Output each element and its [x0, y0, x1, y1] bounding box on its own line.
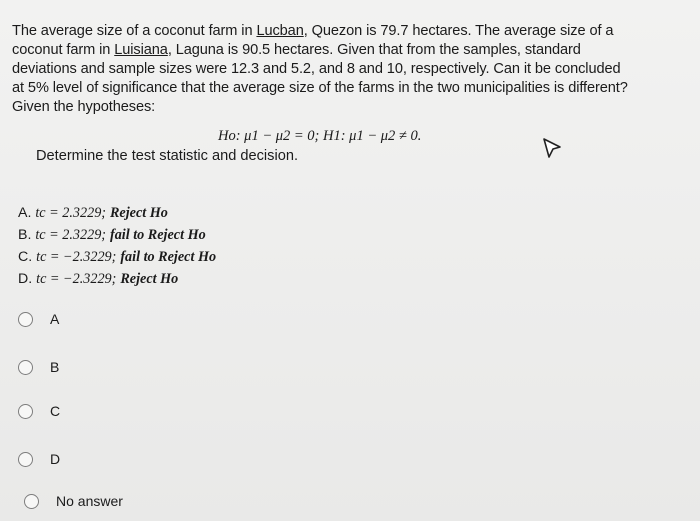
radio-option-no-answer[interactable] — [24, 493, 123, 509]
choice-letter: C. — [18, 249, 33, 265]
radio-button-no-answer[interactable] — [24, 494, 39, 509]
choice-a — [18, 202, 216, 224]
choice-decision: Reject Ho — [120, 271, 179, 287]
question-text — [12, 22, 692, 117]
question-line — [12, 41, 692, 60]
choice-decision: fail to Reject Ho — [120, 249, 217, 265]
instruction-text: Determine the test statistic and decision. — [36, 148, 299, 164]
question-line — [12, 22, 692, 41]
radio-label-no-answer[interactable]: No answer — [56, 493, 123, 509]
choice-statistic: tc = −2.3229; — [36, 271, 117, 287]
choice-letter: D. — [18, 271, 33, 287]
radio-option-b[interactable] — [18, 359, 59, 375]
radio-button-d[interactable] — [18, 452, 33, 467]
choice-c — [18, 246, 216, 268]
choice-list — [18, 202, 216, 290]
question-line: Given the hypotheses: — [12, 99, 156, 115]
choice-statistic: tc = 2.3229; — [35, 227, 107, 243]
pointer-arrow-icon — [541, 137, 563, 161]
question-line: at 5% level of significance that the average size of the farms in the two municipalities is different? — [12, 80, 628, 96]
choice-statistic: tc = 2.3229; — [35, 205, 107, 221]
choice-statistic: tc = −2.3229; — [36, 249, 117, 265]
choice-letter: A. — [18, 205, 32, 221]
question-text-segment: The average size of a coconut farm in — [12, 23, 257, 39]
question-line: deviations and sample sizes were 12.3 and 5.2, and 8 and 10, respectively. Can it be concluded — [12, 61, 621, 77]
choice-letter: B. — [18, 227, 32, 243]
choice-b — [18, 224, 216, 246]
radio-label-a[interactable]: A — [50, 311, 60, 327]
question-text-segment: , Laguna is 90.5 hectares. Given that from the samples, standard — [167, 42, 581, 58]
radio-button-c[interactable] — [18, 404, 33, 419]
radio-label-d[interactable]: D — [50, 451, 61, 467]
lucban-underlined: Lucban — [256, 23, 304, 39]
choice-decision: fail to Reject Ho — [109, 227, 206, 243]
radio-label-b[interactable]: B — [50, 359, 60, 375]
radio-option-a[interactable] — [18, 311, 59, 327]
radio-option-d[interactable] — [18, 451, 60, 467]
radio-button-b[interactable] — [18, 360, 33, 375]
luisiana-underlined: Luisiana — [114, 42, 168, 58]
choice-d — [18, 268, 216, 290]
hypotheses: Ho: μ1 − μ2 = 0; H1: μ1 − μ2 ≠ 0. — [218, 128, 422, 144]
question-text-segment: , Quezon is 79.7 hectares. The average size of a — [303, 23, 614, 39]
radio-button-a[interactable] — [18, 312, 33, 327]
question-text-segment: coconut farm in — [12, 42, 115, 58]
radio-option-c[interactable] — [18, 403, 60, 419]
choice-decision: Reject Ho — [109, 205, 168, 221]
radio-label-c[interactable]: C — [50, 403, 61, 419]
